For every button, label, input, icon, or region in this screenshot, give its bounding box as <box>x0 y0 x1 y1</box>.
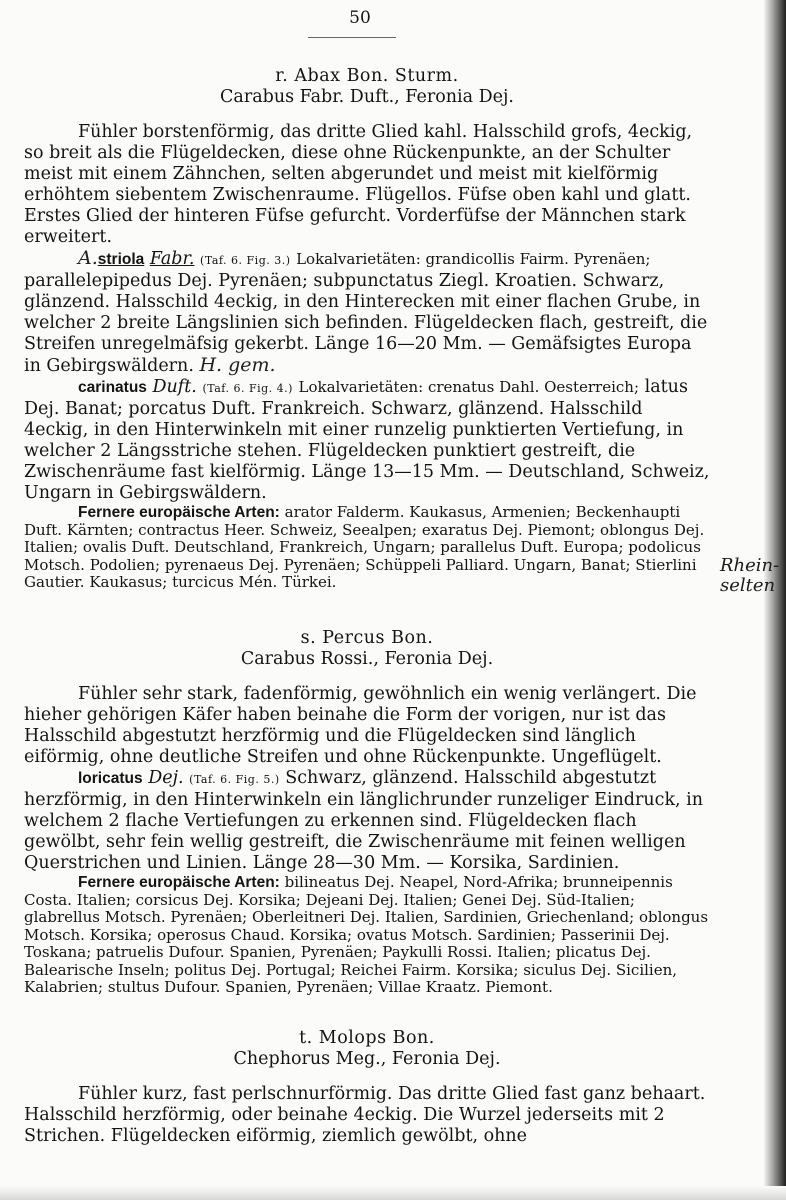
figure-reference: (Taf. 6. Fig. 3.) <box>200 254 291 267</box>
handwritten-margin-note: Rhein-selten <box>720 555 780 596</box>
section-description: Fühler sehr stark, fadenförmig, gewöhnlich ein wenig verlängert. Die hieher gehörigen Käfer haben beinahe die Form der vorigen, nur ist das Halsschild abgestutzt herzförmig und die Flügeldecken sind länglich eiförmig, ohne deutliche Streifen und ohne Rückenpunkte. Ungeflügelt. <box>24 684 697 767</box>
species-entry-carinatus <box>24 377 710 504</box>
page-number: 50 <box>349 8 371 28</box>
further-species-text: arator Falderm. Kaukasus, Armenien; Beckenhaupti Duft. Kärnten; contractus Heer. Schweiz, Seealpen; exaratus Dej. Piemont; oblongus Dej. Italien; ovalis Duft. Deutschland, Frankreich, Ungarn; parallelus Duft. Europa; podolicus Motsch. Podolien; pyrenaeus Dej. Pyrenäen; Schüppeli Palliard. Ungarn, Banat; Stierlini Gautier. Kaukasus; turcicus Mén. Türkei. <box>24 503 705 591</box>
further-species <box>24 504 710 592</box>
species-text: parallelepipedus Dej. Pyrenäen; subpunctatus Ziegl. Kroatien. Schwarz, glänzend. Halsschild 4eckig, in den Hinterecken mit einer flachen Grube, in welcher 2 breite Längslinien sich befinden. Flügeldecken flach, gestreift, die Streifen unregelmäfsig gekerbt. Länge 16—20 Mm. — Gemäfsigtes Europa in Gebirgswäldern. <box>24 271 708 376</box>
species-text: Schwarz, glänzend. Halsschild abgestutzt herzförmig, in den Hinterwinkeln ein länglichrunder runzeliger Eindruck, in welchem 2 flache Vertiefungen zu erkennen sind. Flügeldecken flach gewölbt, sehr fein wellig gestreift, die Zwischenräume mit feinen welligen Querstrichen und Linien. Länge 28—30 Mm. — Korsika, Sardinien. <box>24 768 704 873</box>
species-varieties: Lokalvarietäten: crenatus Dahl. Oesterreich; <box>298 378 640 396</box>
handwritten-note: H. gem. <box>199 354 276 376</box>
species-name: striola <box>97 251 145 268</box>
section-synonyms: Carabus Fabr. Duft., Feronia Dej. <box>220 87 514 107</box>
header-rule <box>308 37 396 38</box>
section-synonyms: Chephorus Meg., Feronia Dej. <box>233 1049 501 1069</box>
species-author: Fabr. <box>149 249 195 269</box>
further-species-text: bilineatus Dej. Neapel, Nord-Afrika; brunneipennis Costa. Italien; corsicus Dej. Korsika; Dejeani Dej. Italien; Genei Dej. Süd-Italien; glabrellus Motsch. Pyrenäen; Oberleitneri Dej. Italien, Sardinien, Griechenland; oblongus Motsch. Korsika; operosus Chaud. Korsika; ovatus Motsch. Sardinien; Passerinii Dej. Toskana; patruelis Dufour. Spanien, Pyrenäen; Paykulli Rossi. Italien; plicatus Dej. Balearische Inseln; politus Dej. Portugal; Reichei Fairm. Korsika; siculus Dej. Sicilien, Kalabrien; stultus Dufour. Spanien, Pyrenäen; Villae Kraatz. Piemont. <box>24 873 709 996</box>
section-heading: r. Abax Bon. Sturm. <box>275 66 459 86</box>
species-author: Dej. <box>148 768 184 788</box>
section-synonyms: Carabus Rossi., Feronia Dej. <box>240 649 494 669</box>
figure-reference: (Taf. 6. Fig. 4.) <box>202 382 293 395</box>
further-species <box>24 874 710 997</box>
section-heading: s. Percus Bon. <box>300 628 434 648</box>
species-varieties: Lokalvarietäten: grandicollis Fairm. Pyrenäen; <box>296 250 651 268</box>
section-abax <box>24 66 710 592</box>
page-bottom-shadow <box>0 1186 786 1200</box>
section-percus <box>24 628 710 997</box>
species-text: latus Dej. Banat; porcatus Duft. Frankreich. Schwarz, glänzend. Halsschild 4eckig, in den Hinterwinkeln mit einer runzelig punktierten Vertiefung, in welcher 2 Längsstriche stehen. Flügeldecken punktiert gestreift, die Zwischenräume fast kielförmig. Länge 13—15 Mm. — Deutschland, Schweiz, Ungarn in Gebirgswäldern. <box>24 377 710 503</box>
species-entry-striola <box>24 248 710 377</box>
further-species-label: Fernere europäische Arten: <box>78 504 280 521</box>
further-species-label: Fernere europäische Arten: <box>78 874 280 891</box>
species-author: Duft. <box>152 377 197 397</box>
section-molops <box>24 1028 710 1147</box>
page-edge-shadow <box>764 0 786 1200</box>
species-name: carinatus <box>78 379 147 396</box>
figure-reference: (Taf. 6. Fig. 5.) <box>189 773 280 786</box>
section-description: Fühler kurz, fast perlschnurförmig. Das dritte Glied fast ganz behaart. Halsschild herzförmig, oder beinahe 4eckig. Die Wurzel jederseits mit 2 Strichen. Flügeldecken eiförmig, ziemlich gewölbt, ohne <box>24 1084 706 1146</box>
handwritten-mark: A. <box>78 247 98 269</box>
section-heading: t. Molops Bon. <box>299 1028 435 1048</box>
species-name: loricatus <box>78 770 143 787</box>
section-description: Fühler borstenförmig, das dritte Glied kahl. Halsschild grofs, 4eckig, so breit als die Flügeldecken, diese ohne Rückenpunkte, an der Schulter meist mit einem Zähnchen, selten abgerundet und meist mit kielförmig erhöhtem siebentem Zwischenraume. Flügellos. Füfse oben kahl und glatt. Erstes Glied der hinteren Füfse gefurcht. Vorderfüfse der Männchen stark erweitert. <box>24 122 693 247</box>
species-entry-loricatus <box>24 768 710 874</box>
